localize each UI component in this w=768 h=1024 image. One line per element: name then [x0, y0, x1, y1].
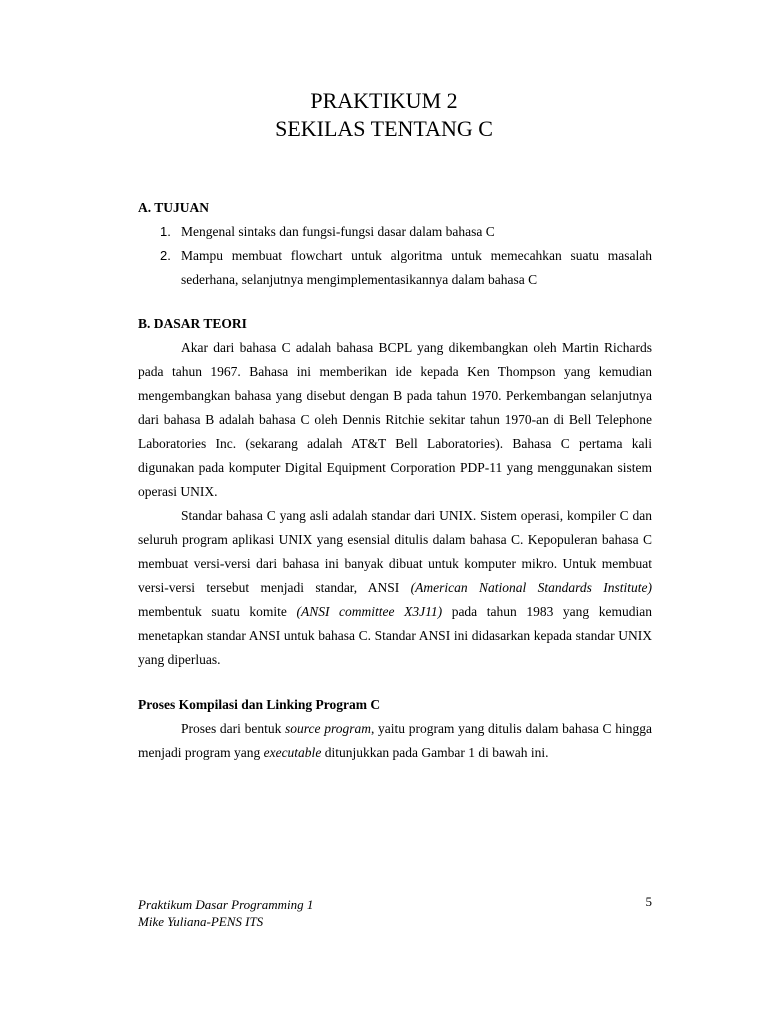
- page-number: 5: [645, 894, 652, 909]
- section-c-heading: Proses Kompilasi dan Linking Program C: [138, 697, 381, 712]
- paragraph-italic: source program: [285, 721, 371, 736]
- section-b-heading: B. DASAR TEORI: [138, 316, 247, 331]
- paragraph-text: membentuk suatu komite: [138, 604, 297, 619]
- paragraph-text: Standar bahasa C yang asli adalah standar dari UNIX. Sistem operasi, kompiler C dan seluruh program aplikasi UNIX yang esensial ditulis dalam bahasa C. Kepopuleran bahasa C membuat versi-versi dari bahasa ini banyak dibuat untuk komputer mikro. Untuk membuat versi-versi tersebut menjadi standar, ANSI: [138, 508, 652, 595]
- list-item: [138, 244, 652, 292]
- paragraph-text: , yaitu program yang ditulis dalam bahasa C hingga menjadi program yang: [138, 721, 652, 760]
- paragraph-italic: (ANSI committee X3J11): [296, 604, 443, 619]
- page-title-line1: PRAKTIKUM 2: [310, 88, 458, 113]
- footer-author: Mike Yuliana-PENS ITS: [138, 914, 264, 929]
- page-footer: [138, 896, 313, 930]
- paragraph-text: Proses dari bentuk: [181, 721, 286, 736]
- list-number: 2.: [160, 248, 171, 263]
- page-title-line2: SEKILAS TENTANG C: [275, 116, 493, 141]
- list-item-text: Mampu membuat flowchart untuk algoritma untuk memecahkan suatu masalah sederhana, selanjutnya mengimplementasikannya dalam bahasa C: [181, 248, 652, 287]
- footer-course: Praktikum Dasar Programming 1: [138, 897, 314, 912]
- paragraph-text: pada tahun 1983 yang kemudian menetapkan standar ANSI untuk bahasa C. Standar ANSI ini didasarkan kepada standar UNIX yang diperluas.: [138, 604, 652, 667]
- paragraph-history: Akar dari bahasa C adalah bahasa BCPL yang dikembangkan oleh Martin Richards pada tahun 1967. Bahasa ini memberikan ide kepada Ken Thompson yang kemudian mengembangkan bahasa yang disebut dengan B pada tahun 1970. Perkembangan selanjutnya dari bahasa B adalah bahasa C oleh Dennis Ritchie sekitar tahun 1970-an di Bell Telephone Laboratories Inc. (sekarang adalah AT&T Bell Laboratories). Bahasa C pertama kali digunakan pada komputer Digital Equipment Corporation PDP-11 yang menggunakan sistem operasi UNIX.: [138, 340, 652, 499]
- paragraph-italic: executable: [263, 745, 322, 760]
- list-item-text: Mengenal sintaks dan fungsi-fungsi dasar dalam bahasa C: [181, 224, 495, 239]
- list-number: 1.: [160, 224, 171, 239]
- section-a-heading: A. TUJUAN: [138, 200, 210, 215]
- paragraph-compile: [138, 717, 652, 765]
- paragraph-standard: [138, 504, 652, 672]
- document-body: [138, 196, 652, 765]
- tujuan-list: [138, 220, 652, 292]
- paragraph-text: ditunjukkan pada Gambar 1 di bawah ini.: [321, 745, 549, 760]
- paragraph-italic: (American National Standards Institute): [410, 580, 653, 595]
- list-item: [138, 220, 652, 244]
